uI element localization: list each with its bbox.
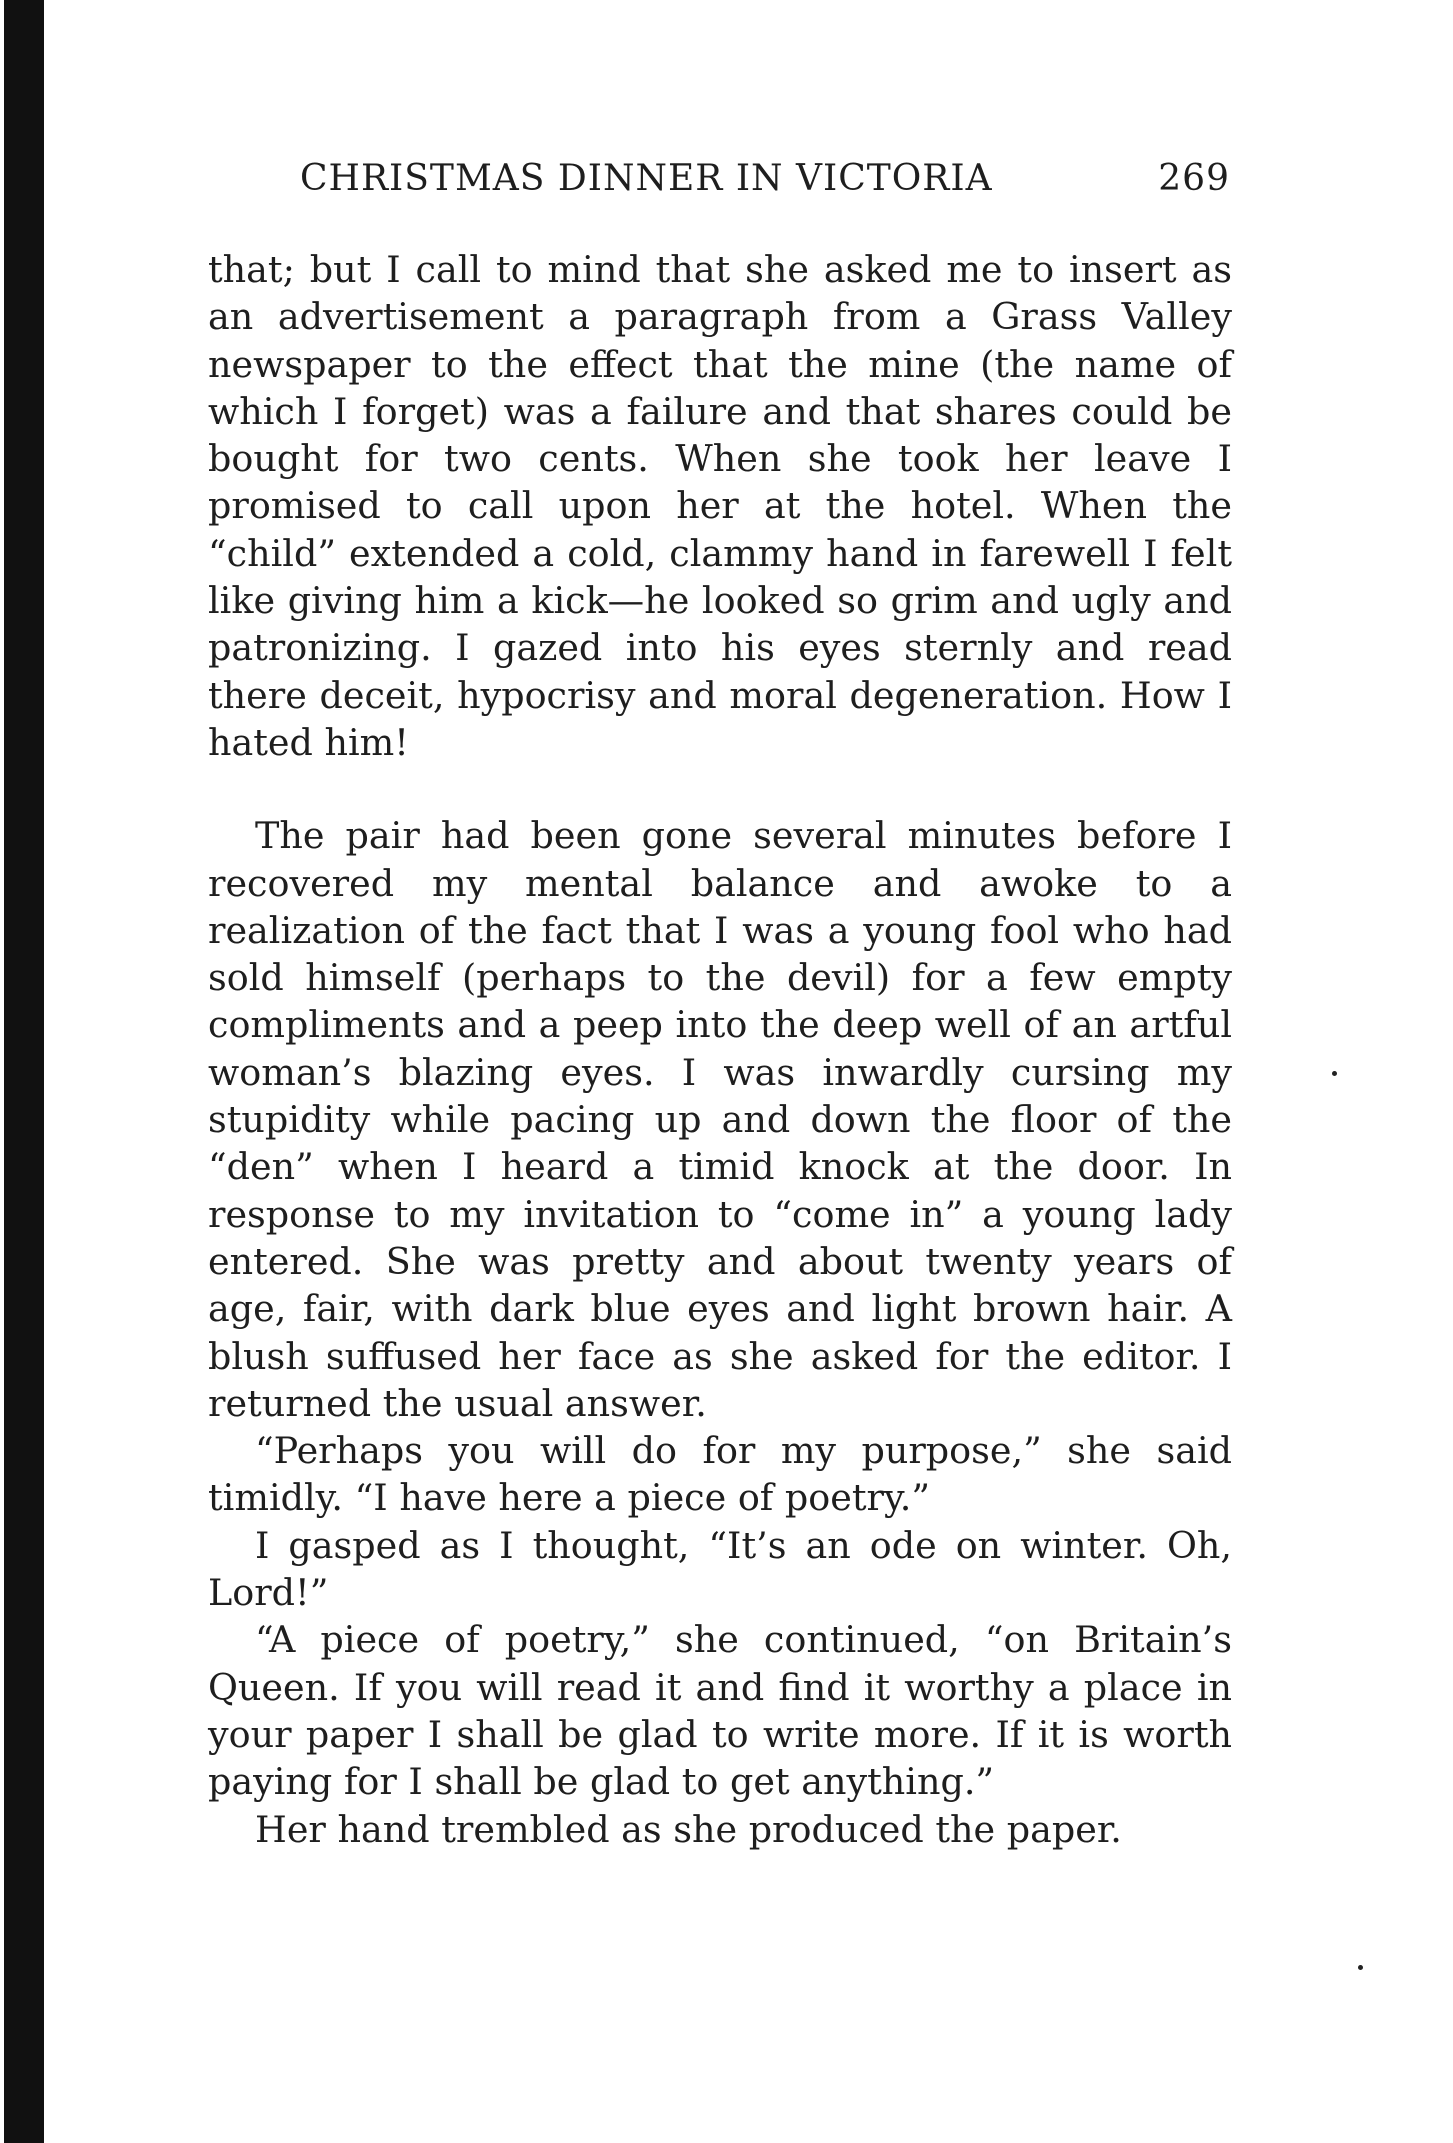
ink-speck [1332, 1071, 1337, 1076]
ink-speck [1358, 1965, 1363, 1970]
page-binding-edge [4, 0, 44, 2143]
paragraph-4: I gasped as I thought, “It’s an ode on winter. Oh, Lord!” [208, 1523, 1232, 1615]
section-break [208, 766, 1232, 812]
running-title: CHRISTMAS DINNER IN VICTORIA [300, 158, 993, 199]
paragraph-3: “Perhaps you will do for my purpose,” she said timidly. “I have here a piece of poetry.” [208, 1429, 1232, 1520]
page-number: 269 [1158, 158, 1230, 199]
body-text [208, 246, 1232, 1853]
paragraph-6: Her hand trembled as she produced the paper. [255, 1807, 1122, 1851]
paragraph-5: “A piece of poetry,” she continued, “on Britain’s Queen. If you will read it and find it worthy a place in your paper I shall be glad to write more. If it is worth paying for I shall be glad to get anything.” [208, 1618, 1232, 1804]
paragraph-2: The pair had been gone several minutes before I recovered my mental balance and awoke to a realization of the fact that I was a young fool who had sold himself (perhaps to the devil) for a few empty compliments and a peep into the deep well of an artful woman’s blazing eyes. I was inwardly cursing my stupidity while pacing up and down the floor of the “den” when I heard a timid knock at the door. In response to my invitation to “come in” a young lady entered. She was pretty and about twenty years of age, fair, with dark blue eyes and light brown hair. A blush suffused her face as she asked for the editor. I returned the usual answer. [208, 814, 1232, 1425]
running-header [300, 158, 1230, 208]
paragraph-1: that; but I call to mind that she asked me to insert as an advertisement a paragraph from a Grass Valley newspaper to the effect that the mine (the name of which I forget) was a failure and that shares could be bought for two cents. When she took her leave I promised to call upon her at the hotel. When the “child” extended a cold, clammy hand in farewell I felt like giving him a kick—he looked so grim and ugly and patronizing. I gazed into his eyes sternly and read there deceit, hypocrisy and moral degeneration. How I hated him! [208, 248, 1232, 764]
